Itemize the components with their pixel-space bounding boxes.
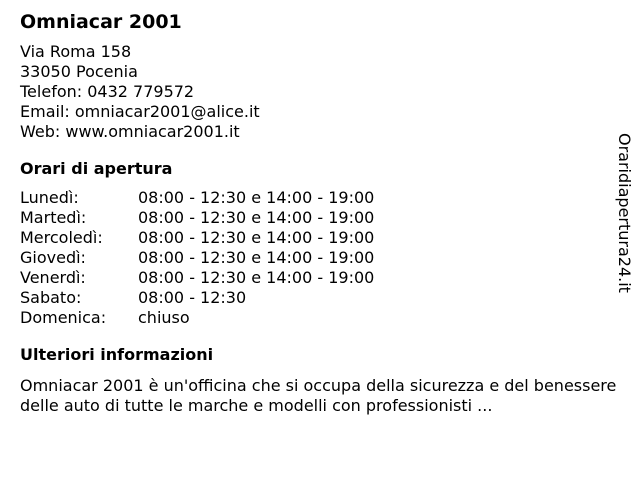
day-label: Venerdì: [20,268,86,287]
day-label: Lunedì: [20,188,79,207]
hours-row-saturday [20,288,610,308]
hours-row-monday [20,188,610,208]
day-hours: 08:00 - 12:30 e 14:00 - 19:00 [138,228,375,247]
more-info-title: Ulteriori informazioni [20,345,214,364]
website: Web: www.omniacar2001.it [20,122,240,141]
day-label: Martedì: [20,208,87,227]
day-hours: chiuso [138,308,190,327]
opening-hours-title: Orari di apertura [20,159,173,178]
address-street: Via Roma 158 [20,42,132,61]
day-hours: 08:00 - 12:30 e 14:00 - 19:00 [138,188,375,207]
hours-row-friday [20,268,610,288]
phone-number: Telefon: 0432 779572 [20,82,195,101]
hours-row-tuesday [20,208,610,228]
day-hours: 08:00 - 12:30 e 14:00 - 19:00 [138,208,375,227]
opening-hours-list [20,188,610,328]
side-brand-label: Oraridiapertura24.it [615,133,634,293]
address-city: 33050 Pocenia [20,62,138,81]
day-label: Domenica: [20,308,107,327]
email-address: Email: omniacar2001@alice.it [20,102,260,121]
business-card [20,8,617,416]
hours-row-wednesday [20,228,610,248]
day-hours: 08:00 - 12:30 e 14:00 - 19:00 [138,248,375,267]
day-hours: 08:00 - 12:30 e 14:00 - 19:00 [138,268,375,287]
business-name: Omniacar 2001 [20,11,182,33]
more-info-text: Omniacar 2001 è un'officina che si occupa della sicurezza e del benessere delle auto di tutte le marche e modelli con professionisti ... [20,376,617,415]
hours-row-sunday [20,308,610,328]
day-label: Mercoledì: [20,228,103,247]
day-hours: 08:00 - 12:30 [138,288,247,307]
day-label: Sabato: [20,288,82,307]
hours-row-thursday [20,248,610,268]
day-label: Giovedì: [20,248,86,267]
